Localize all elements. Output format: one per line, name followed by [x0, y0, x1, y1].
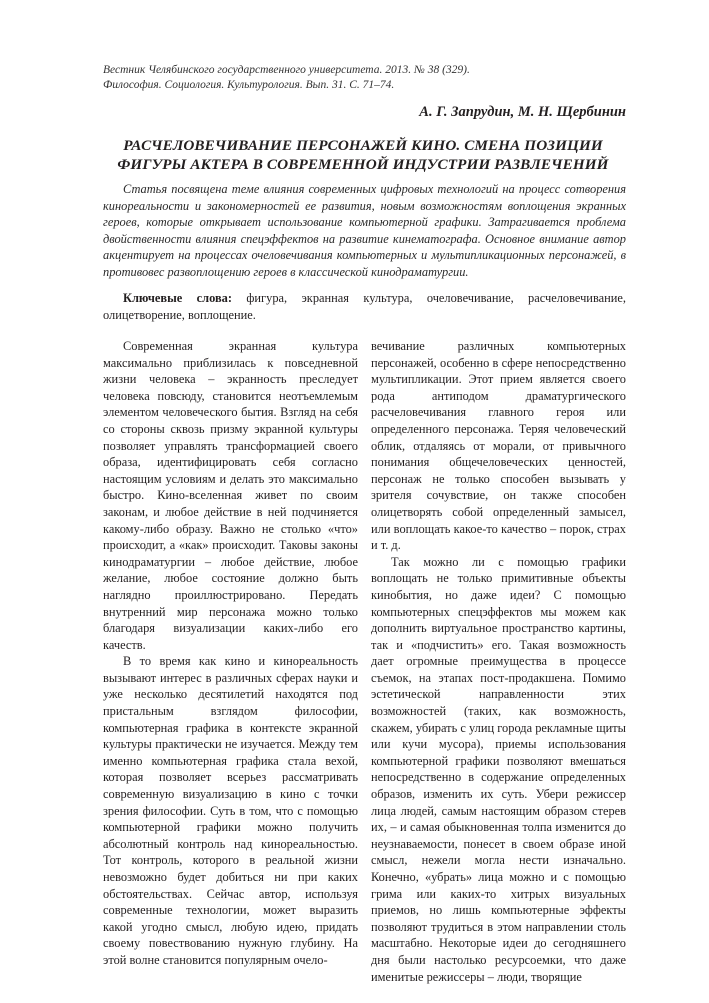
article-keywords — [103, 290, 626, 323]
keywords-label: Ключевые слова: — [123, 291, 233, 305]
article-authors: А. Г. Запрудин, М. Н. Щербинин — [419, 104, 626, 120]
article-title-line-2: ФИГУРЫ АКТЕРА В СОВРЕМЕННОЙ ИНДУСТРИИ РАЗВЛЕЧЕНИЙ — [117, 156, 609, 173]
journal-citation-line-2: Философия. Социология. Культурология. Вып. 31. С. 71–74. — [103, 79, 395, 91]
article-title-line-1: РАСЧЕЛОВЕЧИВАНИЕ ПЕРСОНАЖЕЙ КИНО. СМЕНА ПОЗИЦИИ — [123, 137, 603, 154]
body-paragraph-continued: вечивание различных компьютерных персонажей, особенно в сфере непосредственно мультипликации. Этот прием является своего рода антиподом драматургического расчеловечивания главного героя или определенного персонажа. Теряя человеческий облик, отдаляясь от морали, от привычного понимания общечеловеческих ценностей, персонаж не только способен вызывать у зрителя сочувствие, он также способен олицетворять собой определенный замысел, или воплощать какое-то качество – порок, страх и т. д. — [371, 339, 626, 553]
body-paragraph: Современная экранная культура максимально приблизилась к повседневной жизни человека – экранность преследует человека повсюду, становится неотъемлемым элементом человеческого бытия. Взгляд на себя со стороны сквозь призму экранной культуры позволяет управлять трансформацией своего образа, идентифицировать себя согласно настоящим условиям и делать это максимально быстро. Кино-вселенная живет по своим законам, и любое действие в ней подчиняется какому-либо образу. Важно не столько «что» происходит, а «как» происходит. Таковы законы кинодраматургии – любое действие, любое желание, любое состояние должно быть наглядно проиллюстрировано. Передать внутренний мир персонажа можно только благодаря визуализации каких-либо его качеств. — [103, 339, 358, 652]
article-title — [100, 136, 626, 174]
abstract-text: Статья посвящена теме влияния современных цифровых технологий на процесс сотворения кинореальности и закономерностей ее развития, новым возможностям воплощения экранных героев, которые открывает использование компьютерной графики. Затрагивается проблема двойственности влияния спецэффектов на развитие кинематографа. Основное внимание автор акцентирует на процессах очеловечивания компьютерных и мультипликационных персонажей, в противовес развоплощению героев в классической кинодраматургии. — [103, 182, 626, 279]
body-left-column — [103, 338, 358, 969]
journal-header — [103, 63, 470, 93]
article-abstract — [103, 181, 626, 281]
body-right-column — [371, 338, 626, 985]
keywords-list: фигура, экранная культура, очеловечивание, расчеловечивание, олицетворение, воплощение. — [103, 291, 626, 322]
body-paragraph: В то время как кино и кинореальность вызывают интерес в различных сферах науки и уже несколько десятилетий находятся под пристальным взглядом философии, компьютерная графика в контексте экранной культуры практически не изучается. Между тем именно компьютерная графика стала вехой, которая позволяет всерьез рассматривать современную визуализацию в кино с точки зрения философии. Суть в том, что с помощью компьютерной графики можно получить абсолютный контроль над кинореальностью. Тот контроль, которого в реальной жизни невозможно будет добиться ни при каких обстоятельствах. Сейчас автор, используя современные технологии, может выразить какой угодно смысл, любую идею, придать своему повествованию нужную глубину. На этой волне становится популярным очело- — [103, 654, 358, 967]
journal-citation-line-1: Вестник Челябинского государственного университета. 2013. № 38 (329). — [103, 64, 470, 76]
body-paragraph: Так можно ли с помощью графики воплощать не только примитивные объекты кинобытия, но даже идеи? С помощью компьютерных спецэффектов мы можем как дополнить виртуальное пространство картины, так и «подчистить» его. Такая возможность дает огромные преимущества в процессе съемок, на этапах пост-продакшена. Помимо эстетической направленности этих возможностей (таких, как возможность, скажем, убирать с улиц города рекламные щиты или кучи мусора), приемы использования компьютерной графики позволяют вмешаться непосредственно в содержание определенных образов, изменить их суть. Убери режиссер лица людей, самым настоящим образом стерев их, – и самая обыкновенная толпа изменится до неузнаваемости, понесет в своем образе иной смысл, нежели могла нести изначально. Конечно, «убрать» лица можно и с помощью грима или каких-то хитрых визуальных приемов, но лишь компьютерные эффекты позволяют трудиться в этом направлении столь масштабно. Некоторые идеи до сегодняшнего дня были настолько ресурсоемки, что даже именитые режиссеры – люди, творящие — [371, 554, 626, 984]
keywords-paragraph — [103, 290, 626, 323]
